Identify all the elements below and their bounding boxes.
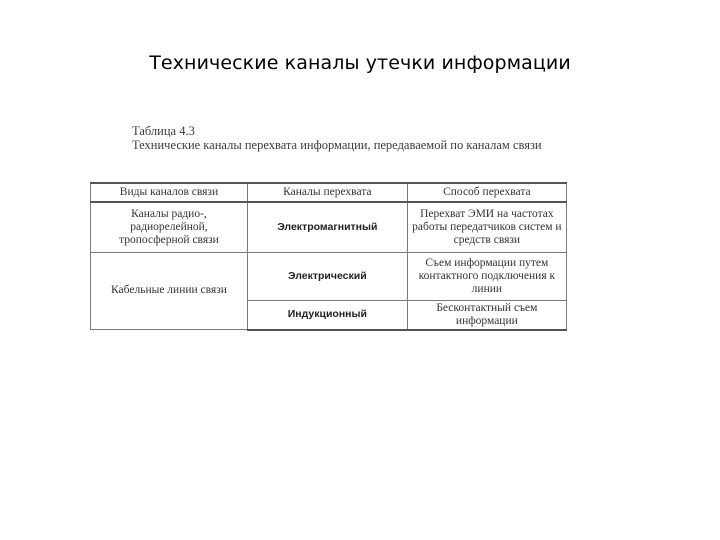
cell-interception-channel: Электрический [247, 252, 407, 300]
table-description: Технические каналы перехвата информации, передаваемой по каналам связи [132, 138, 542, 152]
table-number: Таблица 4.3 [132, 124, 195, 138]
table-row [91, 252, 567, 300]
scanned-table-image [90, 124, 570, 327]
table-row [91, 202, 567, 252]
cell-interception-method: Бесконтактный съем информации [407, 300, 566, 330]
header-interception-channels: Каналы перехвата [247, 183, 407, 202]
slide-title: Технические каналы утечки информации [149, 52, 571, 74]
cell-interception-channel: Индукционный [247, 300, 407, 330]
cell-channel-type: Кабельные линии связи [91, 252, 248, 330]
header-interception-method: Способ перехвата [407, 183, 566, 202]
header-channel-types: Виды каналов связи [91, 183, 248, 202]
cell-channel-type: Каналы радио-, радиорелейной, тропосферной связи [91, 202, 248, 252]
cell-interception-method: Съем информации путем контактного подключения к линии [407, 252, 566, 300]
channels-table [90, 182, 567, 331]
cell-interception-method: Перехват ЭМИ на частотах работы передатчиков систем и средств связи [407, 202, 566, 252]
table-header-row [91, 183, 567, 202]
cell-interception-channel: Электромагнитный [247, 202, 407, 252]
